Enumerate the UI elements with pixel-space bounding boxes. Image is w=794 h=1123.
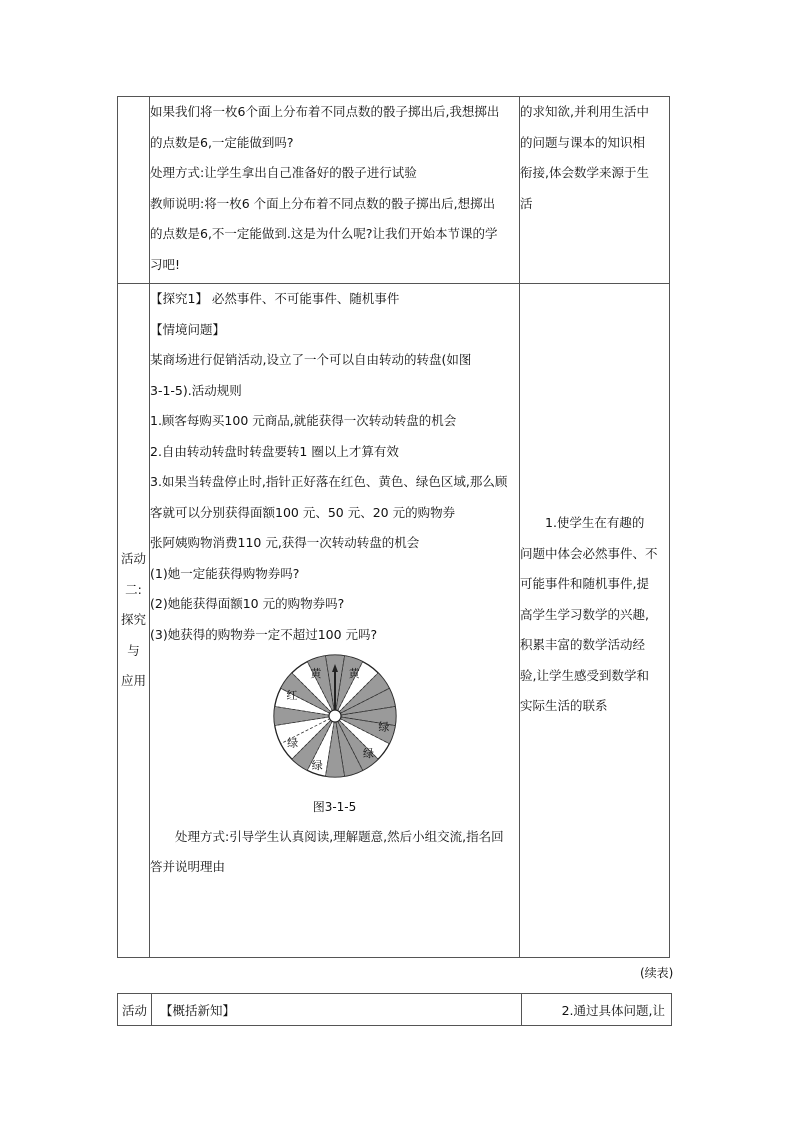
text-line: 习吧! [150,256,181,272]
text-line: 处理方式:引导学生认真阅读,理解题意,然后小组交流,指名回 [175,828,504,844]
row2-label-cell [118,284,150,958]
text-line: 的求知欲,并利用生活中 [520,104,649,119]
row3-label-cell: 活动 [118,994,152,1026]
text-line: 高学生学习数学的兴趣, [520,606,649,622]
continued-label: (续表) [640,966,674,980]
text-line: 的点数是6,不一定能做到.这是为什么呢?让我们开始本节课的学 [150,226,498,241]
text-line: 实际生活的联系 [520,698,608,713]
row3-goal-cell: 2.通过具体问题,让 [522,994,672,1026]
question-line: (3)她获得的购物券一定不超过100 元吗? [150,626,378,642]
rule-line: 客就可以分别获得面额100 元、50 元、20 元的购物券 [150,504,456,520]
lesson-table-continued [117,993,672,1026]
label-line: 与 [127,642,140,658]
row1-content-cell [150,97,520,284]
wheel-label: 绿 [311,758,323,772]
label-line: 活动 [120,551,146,567]
figure-caption: 图3-1-5 [312,799,357,814]
wheel-label: 红 [285,688,297,702]
text-line: 某商场进行促销活动,设立了一个可以自由转动的转盘(如图 [150,352,472,367]
text-line: 的问题与课本的知识相 [520,134,646,150]
wheel-label: 绿 [286,736,298,750]
rule-line: 3.如果当转盘停止时,指针正好落在红色、黄色、绿色区域,那么顾 [150,474,508,489]
rule-line: 2.自由转动转盘时转盘要转1 圈以上才算有效 [150,443,399,459]
wheel-label: 绿 [377,720,389,734]
row1-goal-cell [520,97,670,284]
table-row [118,994,672,1026]
table-row [118,97,670,284]
text-line: 3-1-5).活动规则 [150,382,242,398]
label-line: 二: [125,581,142,597]
section-heading: 【探究1】 必然事件、不可能事件、随机事件 [150,291,400,306]
text-line: 张阿姨购物消费110 元,获得一次转动转盘的机会 [150,535,420,550]
text-line: 答并说明理由 [150,859,226,874]
row2-goal-cell [520,284,670,958]
text-line: 处理方式:让学生拿出自己准备好的骰子进行试验 [150,165,417,180]
text-line: 可能事件和随机事件,提 [520,576,649,591]
row2-content-cell [150,284,520,958]
section-subheading: 【情境问题】 [150,321,226,337]
text-line: 问题中体会必然事件、不 [520,545,658,561]
wheel-hub [329,710,341,722]
label-line: 应用 [120,673,146,689]
row1-label-cell [118,97,150,284]
wheel-label: 绿 [362,747,374,761]
table-row [118,284,670,958]
rule-line: 1.顾客每购买100 元商品,就能获得一次转动转盘的机会 [150,413,457,428]
row3-content-cell: 【概括新知】 [152,994,522,1026]
wheel-label: 黄 [348,667,360,681]
text-line: 1.使学生在有趣的 [545,515,645,530]
lesson-table [117,96,670,958]
label-line: 探究 [120,612,146,628]
spinner-wheel-figure [268,654,402,778]
text-line: 教师说明:将一枚6 个面上分布着不同点数的骰子掷出后,想掷出 [150,195,496,211]
text-line: 验,让学生感受到数学和 [520,667,649,683]
text-line: 积累丰富的数学活动经 [520,637,646,652]
figure [150,654,519,790]
question-line: (1)她一定能获得购物券吗? [150,565,300,581]
text-line: 如果我们将一枚6个面上分布着不同点数的骰子掷出后,我想掷出 [150,104,500,119]
text-line: 活 [520,195,533,211]
text-line: 的点数是6,一定能做到吗? [150,134,294,150]
wheel-label: 黄 [309,667,321,681]
text-line: 衔接,体会数学来源于生 [520,165,649,180]
question-line: (2)她能获得面额10 元的购物券吗? [150,596,345,611]
